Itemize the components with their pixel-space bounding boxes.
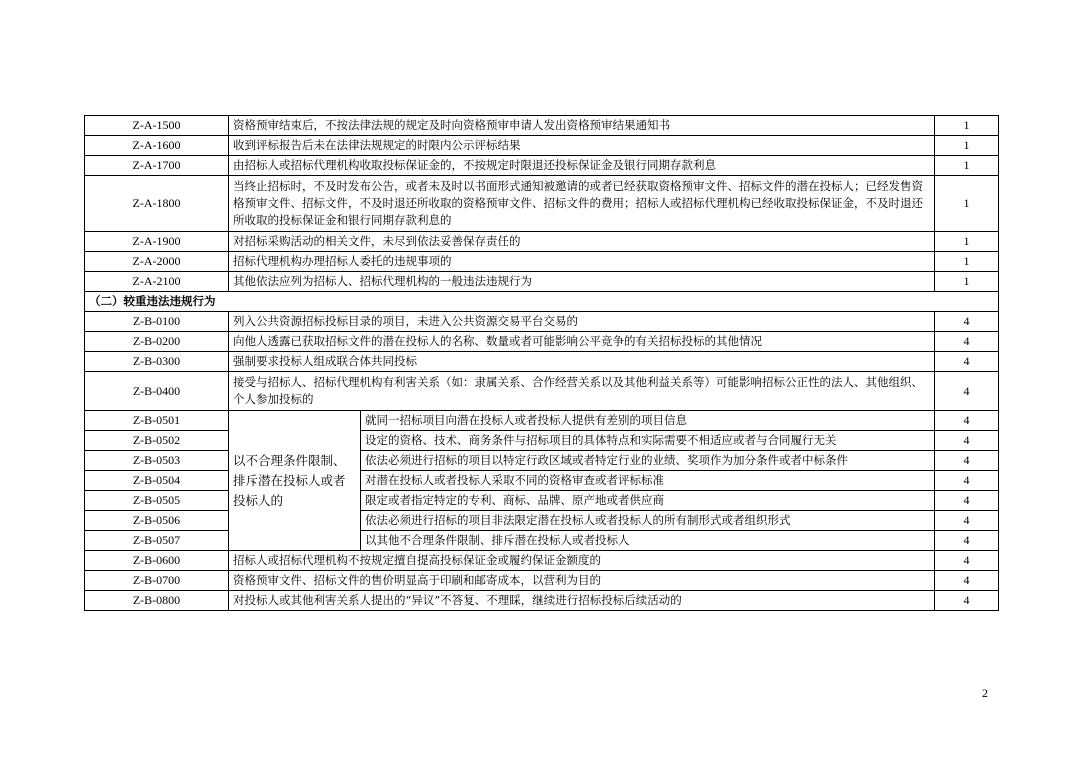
violation-description: 接受与招标人、招标代理机构有利害关系（如：隶属关系、合作经营关系以及其他利益关系等）可能影响招标公正性的法人、其他组织、个人参加投标的 <box>229 372 935 411</box>
table-row <box>85 312 999 332</box>
table-row <box>85 491 999 511</box>
violation-score: 1 <box>935 136 999 156</box>
violation-description: 对投标人或其他利害关系人提出的“异议”不答复、不理睬，继续进行招标投标后续活动的 <box>229 591 935 611</box>
violation-code: Z-B-0300 <box>85 352 229 372</box>
table-row <box>85 352 999 372</box>
section-title: （二）较重违法违规行为 <box>85 292 999 312</box>
violation-code: Z-A-1700 <box>85 156 229 176</box>
violation-score: 1 <box>935 156 999 176</box>
violation-code: Z-B-0505 <box>85 491 229 511</box>
violation-description: 资格预审文件、招标文件的售价明显高于印刷和邮寄成本，以营利为目的 <box>229 571 935 591</box>
violation-description: 当终止招标时，不及时发布公告，或者未及时以书面形式通知被邀请的或者已经获取资格预审文件、招标文件的潜在投标人；已经发售资格预审文件、招标文件，不及时退还所收取的资格预审文件、招标文件的费用；招标人或招标代理机构已经收取投标保证金，不及时退还所收取的投标保证金和银行同期存款利息的 <box>229 176 935 232</box>
violation-score: 4 <box>935 451 999 471</box>
violation-description: 招标代理机构办理招标人委托的违规事项的 <box>229 252 935 272</box>
table-row <box>85 591 999 611</box>
violations-table <box>84 115 999 611</box>
violation-score: 1 <box>935 176 999 232</box>
table-row <box>85 252 999 272</box>
violation-code: Z-B-0501 <box>85 411 229 431</box>
violation-code: Z-A-1500 <box>85 116 229 136</box>
violation-description: 设定的资格、技术、商务条件与招标项目的具体特点和实际需要不相适应或者与合同履行无关 <box>361 431 935 451</box>
violation-description: 招标人或招标代理机构不按规定擅自提高投标保证金或履约保证金额度的 <box>229 551 935 571</box>
violation-score: 4 <box>935 511 999 531</box>
violation-description: 依法必须进行招标的项目非法限定潜在投标人或者投标人的所有制形式或者组织形式 <box>361 511 935 531</box>
violation-code: Z-B-0800 <box>85 591 229 611</box>
table-row <box>85 136 999 156</box>
violation-code: Z-A-2100 <box>85 272 229 292</box>
table-row <box>85 431 999 451</box>
table-row <box>85 232 999 252</box>
violation-description: 对招标采购活动的相关文件，未尽到依法妥善保存责任的 <box>229 232 935 252</box>
violation-score: 4 <box>935 372 999 411</box>
violation-code: Z-B-0100 <box>85 312 229 332</box>
violation-description: 其他依法应列为招标人、招标代理机构的一般违法违规行为 <box>229 272 935 292</box>
violation-description: 以其他不合理条件限制、排斥潜在投标人或者投标人 <box>361 531 935 551</box>
table-row <box>85 372 999 411</box>
violation-score: 1 <box>935 252 999 272</box>
violation-description: 由招标人或招标代理机构收取投标保证金的，不按规定时限退还投标保证金及银行同期存款利息 <box>229 156 935 176</box>
violation-code: Z-B-0504 <box>85 471 229 491</box>
violation-score: 4 <box>935 332 999 352</box>
violation-description: 就同一招标项目向潜在投标人或者投标人提供有差别的项目信息 <box>361 411 935 431</box>
violation-code: Z-B-0600 <box>85 551 229 571</box>
violation-description: 收到评标报告后未在法律法规规定的时限内公示评标结果 <box>229 136 935 156</box>
merged-category-cell: 以不合理条件限制、排斥潜在投标人或者投标人的 <box>229 411 361 551</box>
table-row <box>85 116 999 136</box>
table-row <box>85 471 999 491</box>
table-row <box>85 332 999 352</box>
violation-description: 强制要求投标人组成联合体共同投标 <box>229 352 935 372</box>
violation-score: 4 <box>935 591 999 611</box>
violation-description: 资格预审结束后，不按法律法规的规定及时向资格预审申请人发出资格预审结果通知书 <box>229 116 935 136</box>
section-header-row <box>85 292 999 312</box>
table-row <box>85 551 999 571</box>
violation-code: Z-A-1600 <box>85 136 229 156</box>
violation-code: Z-B-0506 <box>85 511 229 531</box>
violation-score: 1 <box>935 116 999 136</box>
violation-score: 4 <box>935 571 999 591</box>
violation-code: Z-A-1800 <box>85 176 229 232</box>
violation-code: Z-B-0400 <box>85 372 229 411</box>
table-row <box>85 272 999 292</box>
violation-code: Z-B-0502 <box>85 431 229 451</box>
violation-description: 依法必须进行招标的项目以特定行政区域或者特定行业的业绩、奖项作为加分条件或者中标条件 <box>361 451 935 471</box>
table-row <box>85 411 999 431</box>
table-row <box>85 156 999 176</box>
violation-score: 1 <box>935 232 999 252</box>
violation-score: 4 <box>935 531 999 551</box>
table-row <box>85 176 999 232</box>
violation-code: Z-B-0507 <box>85 531 229 551</box>
table-row <box>85 451 999 471</box>
violation-code: Z-B-0503 <box>85 451 229 471</box>
page-number: 2 <box>982 686 988 700</box>
violation-score: 4 <box>935 551 999 571</box>
violation-code: Z-B-0700 <box>85 571 229 591</box>
violation-score: 4 <box>935 491 999 511</box>
violation-description: 对潜在投标人或者投标人采取不同的资格审查或者评标标准 <box>361 471 935 491</box>
violation-description: 限定或者指定特定的专利、商标、品牌、原产地或者供应商 <box>361 491 935 511</box>
table-row <box>85 531 999 551</box>
violation-score: 4 <box>935 312 999 332</box>
violation-score: 4 <box>935 471 999 491</box>
violation-code: Z-A-2000 <box>85 252 229 272</box>
violation-description: 列入公共资源招标投标目录的项目，未进入公共资源交易平台交易的 <box>229 312 935 332</box>
violation-code: Z-B-0200 <box>85 332 229 352</box>
violation-score: 1 <box>935 272 999 292</box>
violation-code: Z-A-1900 <box>85 232 229 252</box>
violation-score: 4 <box>935 411 999 431</box>
table-row <box>85 511 999 531</box>
table-row <box>85 571 999 591</box>
violation-score: 4 <box>935 352 999 372</box>
violation-score: 4 <box>935 431 999 451</box>
violation-description: 向他人透露已获取招标文件的潜在投标人的名称、数量或者可能影响公平竞争的有关招标投标的其他情况 <box>229 332 935 352</box>
